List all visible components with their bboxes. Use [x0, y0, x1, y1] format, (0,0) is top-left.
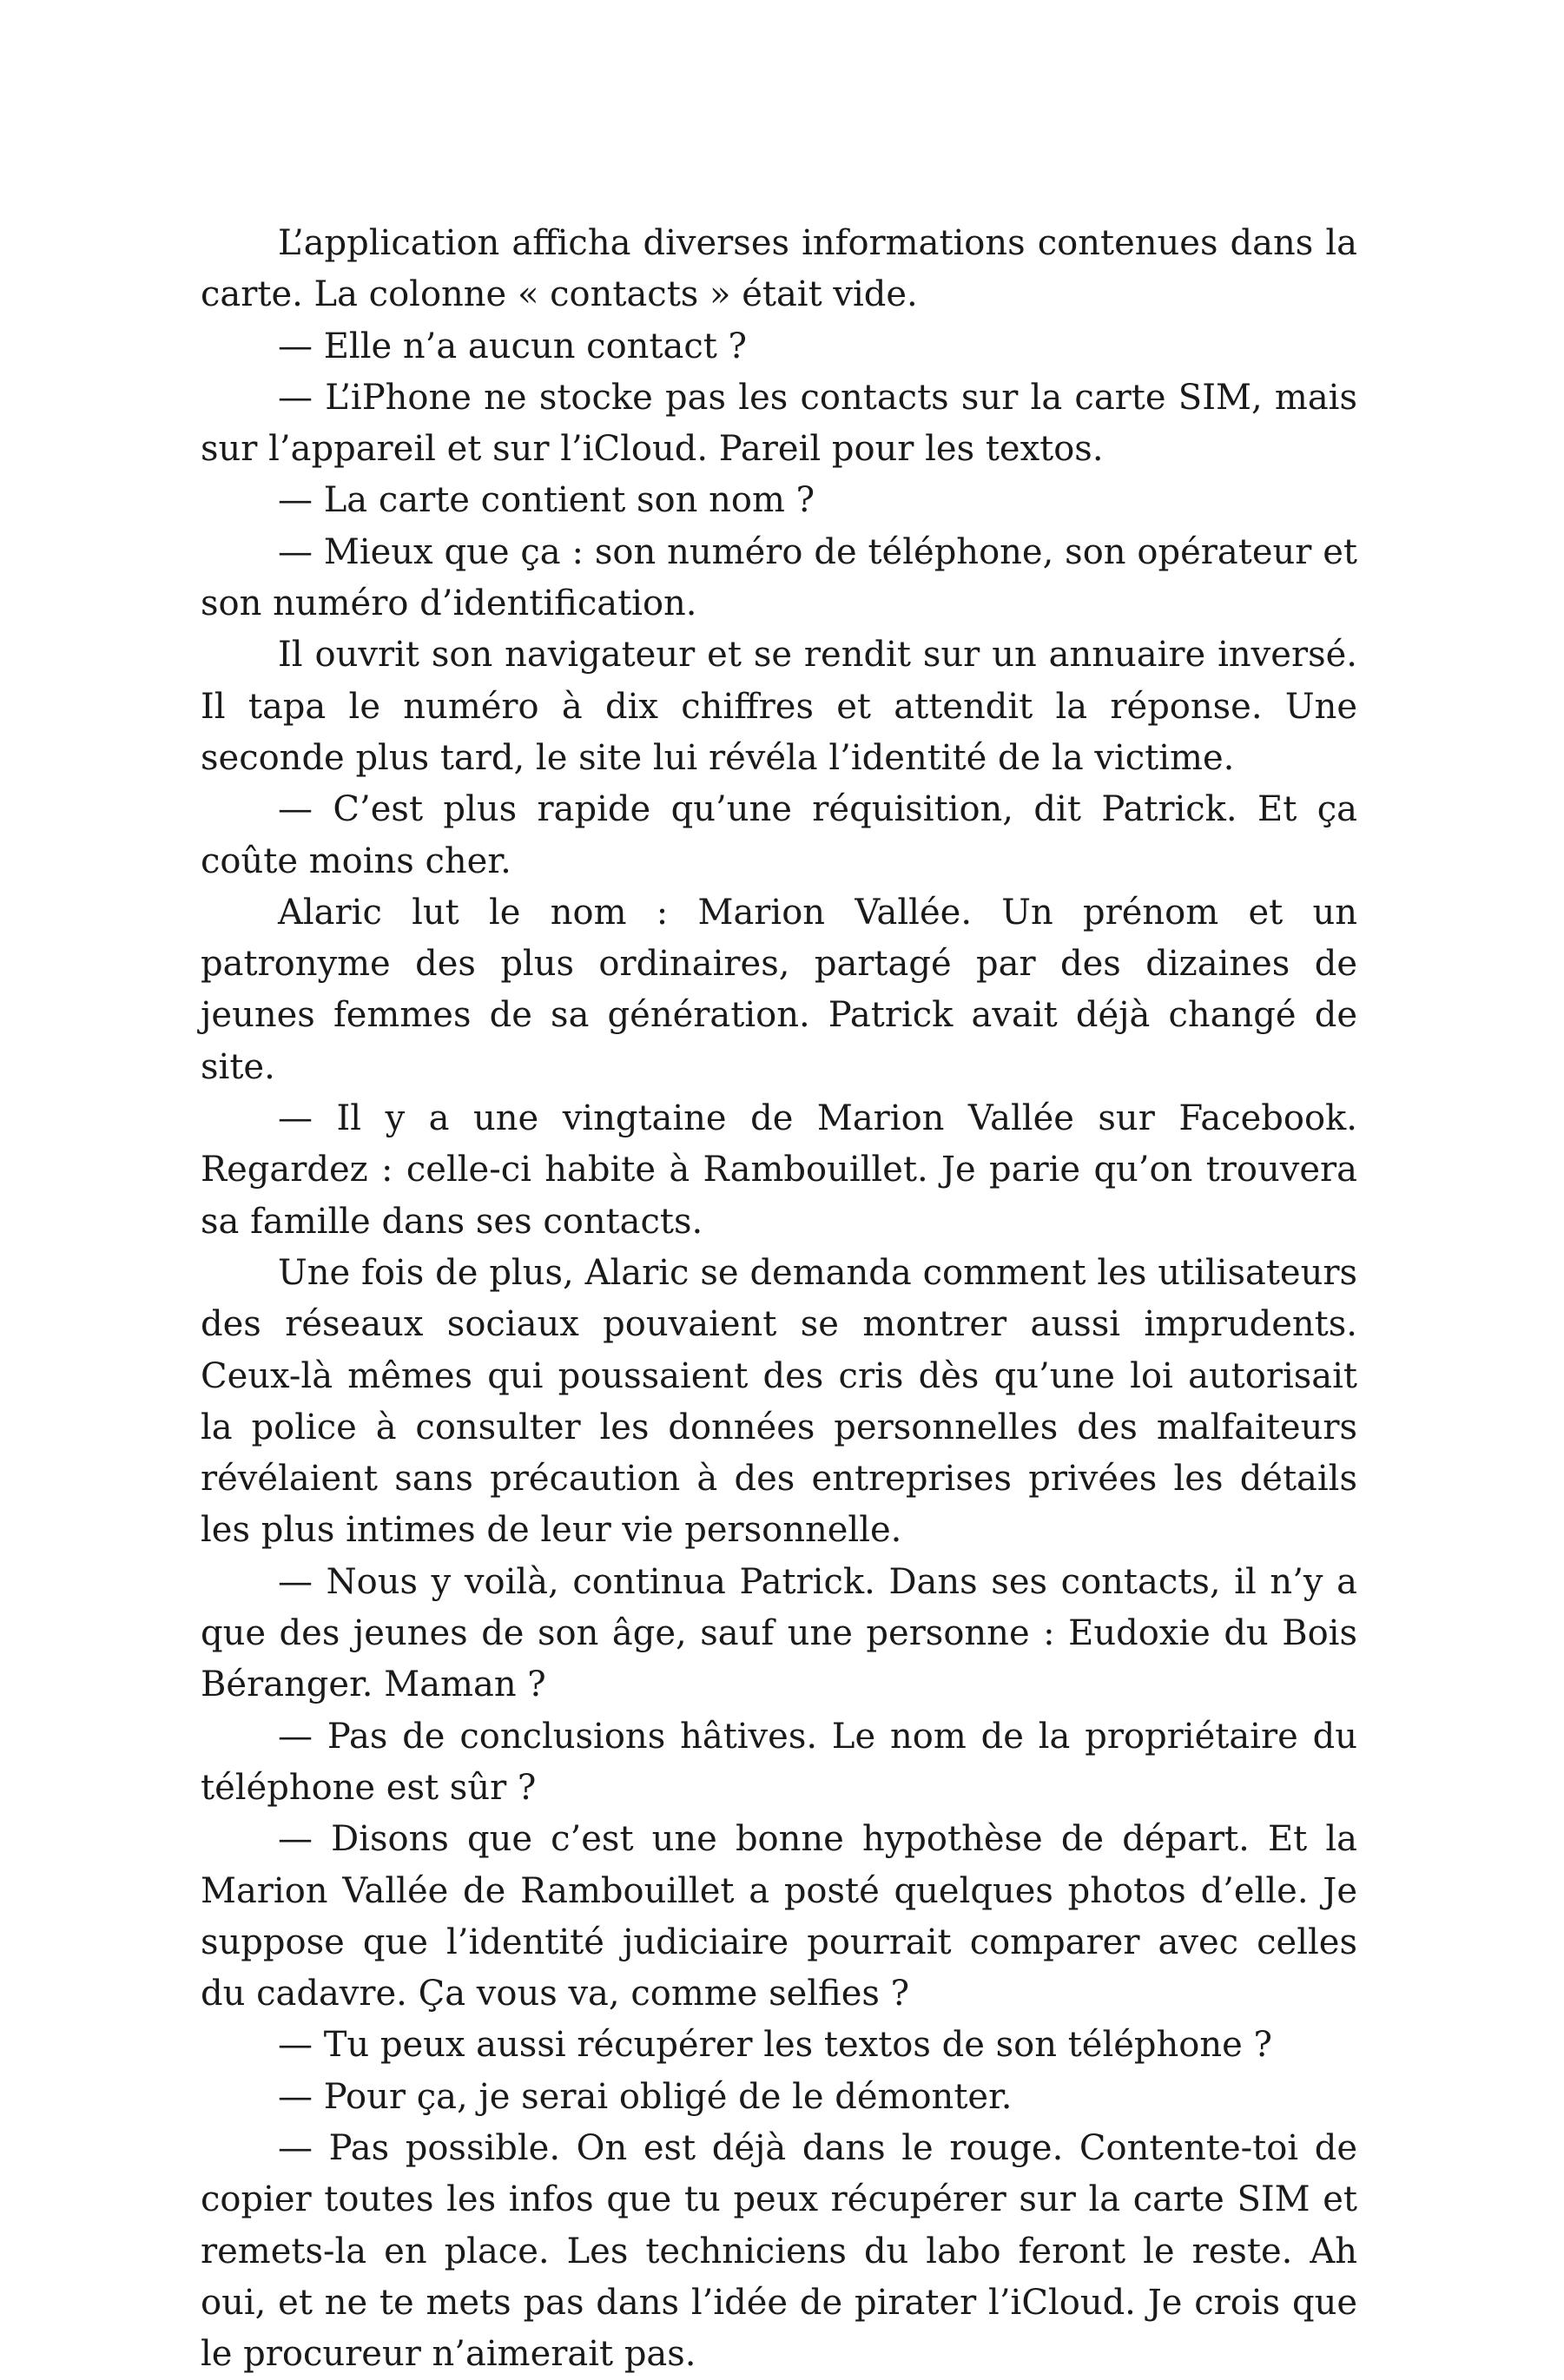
paragraph: L’application afficha diverses informations contenues dans la carte. La colonne « contacts » était vide. — [201, 223, 1357, 315]
paragraph: — Mieux que ça : son numéro de téléphone, son opérateur et son numéro d’identification. — [201, 531, 1357, 624]
paragraph: — Nous y voilà, continua Patrick. Dans ses contacts, il n’y a que des jeunes de son âge, sauf une personne : Eudoxie du Bois Béranger. Maman ? — [201, 1561, 1357, 1705]
paragraph: — Tu peux aussi récupérer les textos de son téléphone ? — [278, 2025, 1272, 2066]
paragraph: Alaric lut le nom : Marion Vallée. Un prénom et un patronyme des plus ordinaires, partagé par des dizaines de jeunes femmes de sa génération. Patrick avait déjà changé de site. — [201, 892, 1357, 1087]
paragraph: — Il y a une vingtaine de Marion Vallée sur Facebook. Regardez : celle-ci habite à Rambouillet. Je parie qu’on trouvera sa famille dans ses contacts. — [201, 1098, 1357, 1242]
paragraph: Il ouvrit son navigateur et se rendit sur un annuaire inversé. Il tapa le numéro à dix chiffres et attendit la réponse. Une seconde plus tard, le site lui révéla l’identité de la victime. — [201, 635, 1357, 778]
paragraph: — Disons que c’est une bonne hypothèse de départ. Et la Marion Vallée de Rambouillet a posté quelques photos d’elle. Je suppose que l’identité judiciaire pourrait comparer avec celles du cadavre. Ça vous va, comme selfies ? — [201, 1819, 1357, 2014]
paragraph: — La carte contient son nom ? — [278, 480, 815, 521]
body-text — [201, 218, 1357, 2380]
paragraph: — Pas possible. On est déjà dans le rouge. Contente-toi de copier toutes les infos que tu peux récupérer sur la carte SIM et remets-la en place. Les techniciens du labo feront le reste. Ah oui, et ne te mets pas dans l’idée de pirater l’iCloud. Je crois que le procureur n’aimerait pas. — [201, 2127, 1357, 2375]
paragraph: — L’iPhone ne stocke pas les contacts sur la carte SIM, mais sur l’appareil et sur l’iCloud. Pareil pour les textos. — [201, 377, 1357, 470]
paragraph: — C’est plus rapide qu’une réquisition, dit Patrick. Et ça coûte moins cher. — [201, 789, 1357, 881]
paragraph: Une fois de plus, Alaric se demanda comment les utilisateurs des réseaux sociaux pouvaient se montrer aussi imprudents. Ceux-là mêmes qui poussaient des cris dès qu’une loi autorisait la police à consulter les données personnelles des malfaiteurs révélaient sans précaution à des entreprises privées les détails les plus intimes de leur vie personnelle. — [201, 1252, 1357, 1551]
paragraph: — Pour ça, je serai obligé de le démonter. — [278, 2076, 1013, 2117]
paragraph: — Elle n’a aucun contact ? — [278, 326, 747, 366]
paragraph: — Pas de conclusions hâtives. Le nom de la propriétaire du téléphone est sûr ? — [201, 1716, 1357, 1808]
